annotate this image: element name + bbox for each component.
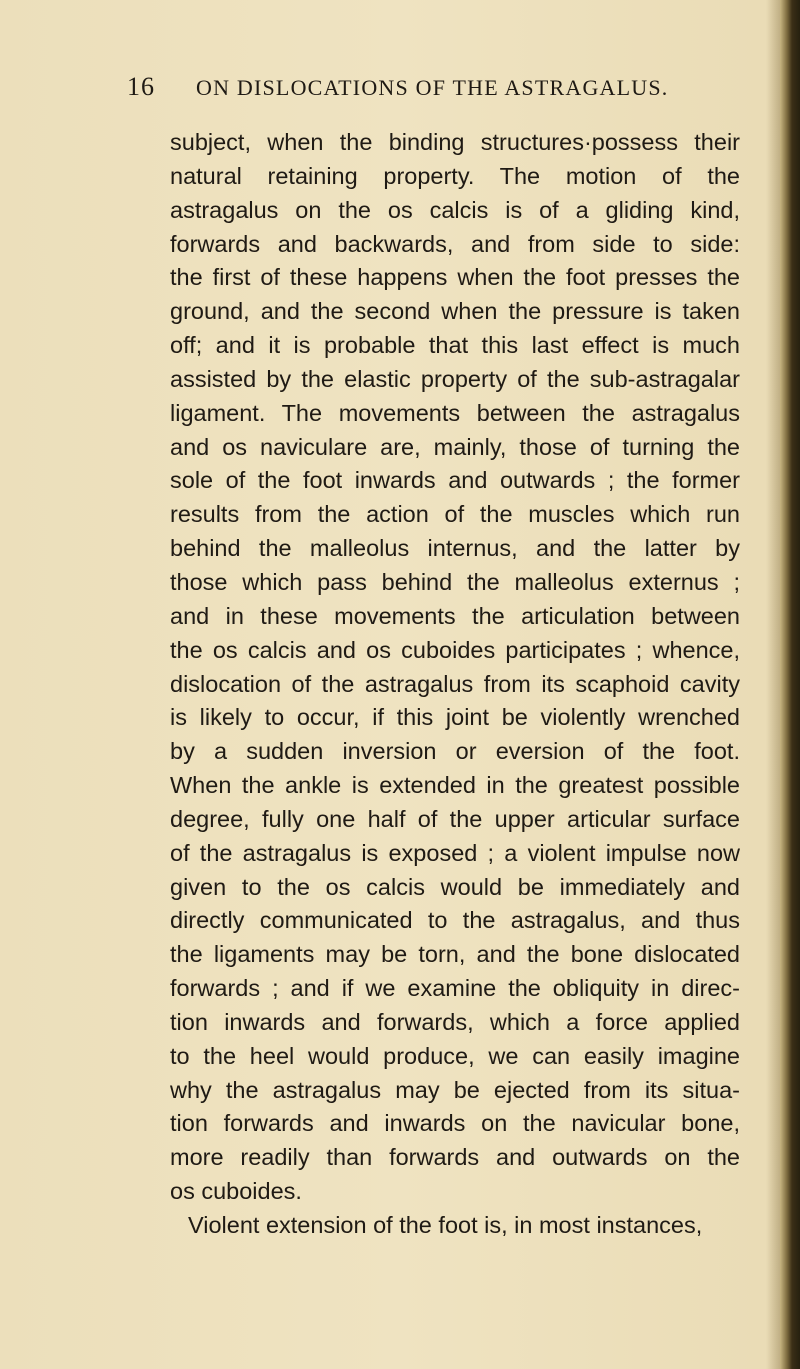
text-line: why the astragalus may be ejected from its situa- [170, 1076, 740, 1103]
text-line: and in these movements the articulation between [170, 602, 740, 629]
text-line: When the ankle is extended in the greatest possible [170, 772, 740, 799]
text-line: Violent extension of the foot is, in most instances, [188, 1212, 703, 1238]
text-line: sole of the foot inwards and outwards ; the former [170, 467, 740, 494]
text-line: os cuboides. [170, 1178, 302, 1205]
text-line: the ligaments may be torn, and the bone dislocated [170, 941, 740, 968]
running-head-title: ON DISLOCATIONS OF THE ASTRAGALUS. [196, 75, 669, 100]
text-line: tion forwards and inwards on the navicular bone, [170, 1110, 740, 1137]
text-line: to the heel would produce, we can easily imagine [170, 1042, 740, 1069]
text-line: astragalus on the os calcis is of a gliding kind, [170, 196, 740, 223]
text-line: tion inwards and forwards, which a force applied [170, 1008, 740, 1035]
text-line: ground, and the second when the pressure is taken [170, 298, 740, 325]
running-head [0, 72, 800, 112]
text-line: off; and it is probable that this last effect is much [170, 332, 740, 359]
text-line: ligament. The movements between the astragalus [170, 399, 740, 426]
page-number: 16 [127, 72, 155, 101]
text-line: dislocation of the astragalus from its scaphoid cavity [170, 670, 740, 697]
text-line: more readily than forwards and outwards on the [170, 1144, 740, 1171]
text-line: results from the action of the muscles which run [170, 501, 740, 528]
text-line: given to the os calcis would be immediately and [170, 873, 740, 900]
book-binding-edge [780, 0, 800, 1369]
text-line: the first of these happens when the foot presses the [170, 264, 740, 291]
text-line: directly communicated to the astragalus, and thus [170, 907, 740, 934]
text-line: natural retaining property. The motion of the [170, 162, 740, 189]
text-line: degree, fully one half of the upper articular surface [170, 805, 740, 832]
text-line: assisted by the elastic property of the sub-astragalar [170, 365, 740, 392]
page-gutter-shadow [766, 0, 780, 1369]
text-line: forwards ; and if we examine the obliquity in direc- [170, 975, 740, 1002]
text-line: subject, when the binding structures·possess their [170, 129, 740, 155]
text-line: and os naviculare are, mainly, those of turning the [170, 433, 740, 460]
text-line: those which pass behind the malleolus externus ; [170, 568, 740, 595]
text-line: behind the malleolus internus, and the latter by [170, 535, 740, 562]
body-text [170, 126, 740, 1243]
text-line: forwards and backwards, and from side to side: [170, 230, 740, 257]
text-line: of the astragalus is exposed ; a violent impulse now [170, 839, 740, 866]
text-line: the os calcis and os cuboides participates ; whence, [170, 636, 740, 663]
text-line: by a sudden inversion or eversion of the foot. [170, 738, 740, 765]
text-line: is likely to occur, if this joint be violently wrenched [170, 704, 740, 731]
